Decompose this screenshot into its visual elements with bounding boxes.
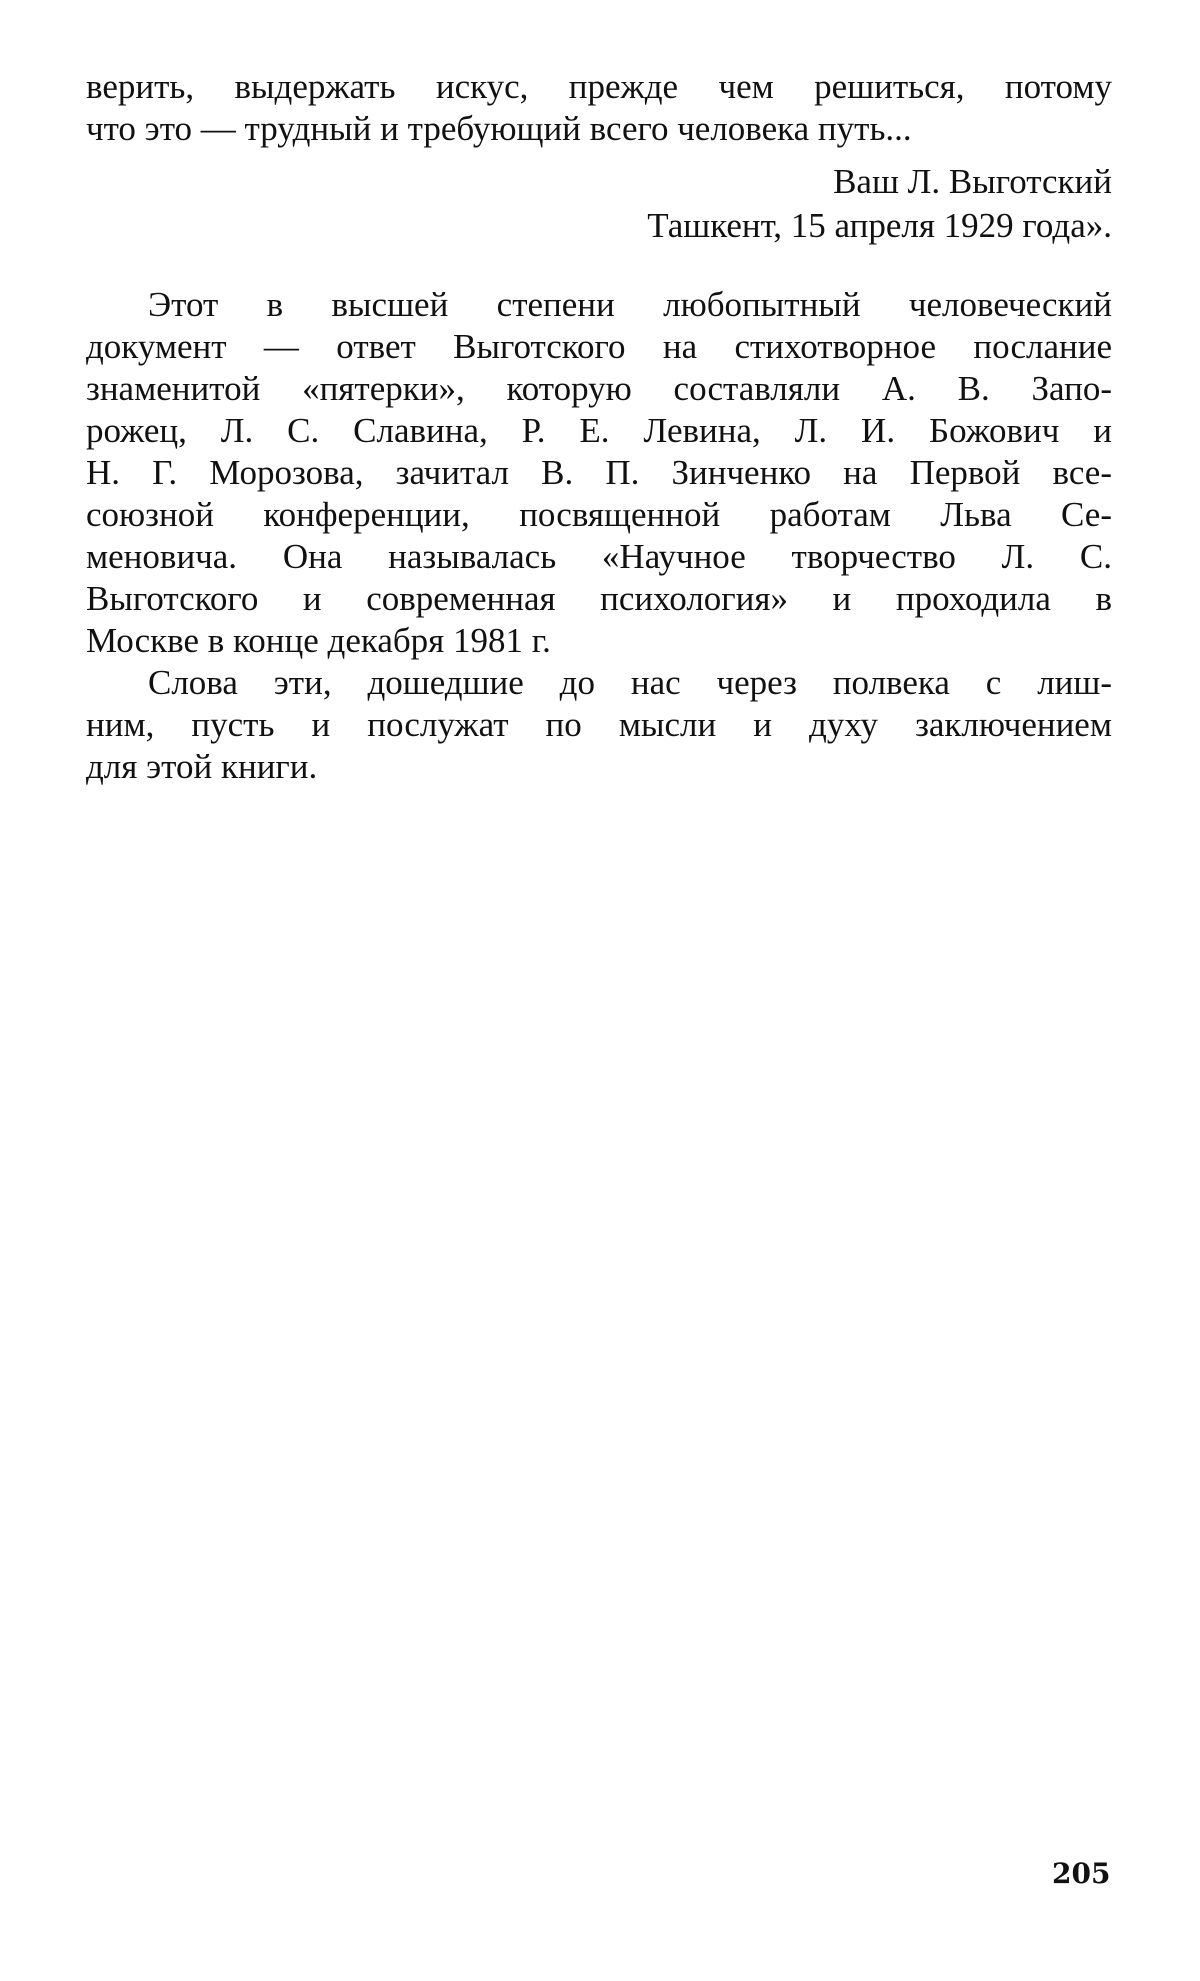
text-line: меновича. Она называлась «Научное творчество Л. С. — [86, 537, 1112, 576]
signature-place-date: Ташкент, 15 апреля 1929 года». — [647, 206, 1112, 245]
paragraph-2 — [86, 662, 1112, 788]
text-line: знаменитой «пятерки», которую составляли А. В. Запо- — [86, 369, 1112, 408]
text-line: для этой книги. — [86, 747, 318, 786]
page-number: 205 — [1052, 1857, 1111, 1890]
text-line: ним, пусть и послужат по мысли и духу заключением — [86, 705, 1112, 744]
text-line: Слова эти, дошедшие до нас через полвека с лиш- — [148, 663, 1112, 702]
text-line: Н. Г. Морозова, зачитал В. П. Зинченко на Первой все- — [86, 453, 1112, 492]
signature-name: Ваш Л. Выготский — [833, 162, 1112, 201]
page-content — [86, 66, 1112, 788]
letter-signature — [86, 160, 1112, 248]
text-line: рожец, Л. С. Славина, Р. Е. Левина, Л. И. Божович и — [86, 411, 1112, 450]
letter-ending — [86, 66, 1112, 150]
body-text — [86, 284, 1112, 788]
text-line: документ — ответ Выготского на стихотворное послание — [86, 327, 1112, 366]
paragraph-1 — [86, 284, 1112, 662]
text-line: что это — трудный и требующий всего человека путь... — [86, 109, 912, 148]
text-line: Этот в высшей степени любопытный человеческий — [148, 285, 1112, 324]
text-line: Выготского и современная психология» и проходила в — [86, 579, 1112, 618]
text-line: Москве в конце декабря 1981 г. — [86, 621, 551, 660]
text-line: союзной конференции, посвященной работам Льва Се- — [86, 495, 1112, 534]
text-line: верить, выдержать искус, прежде чем решиться, потому — [86, 67, 1112, 106]
